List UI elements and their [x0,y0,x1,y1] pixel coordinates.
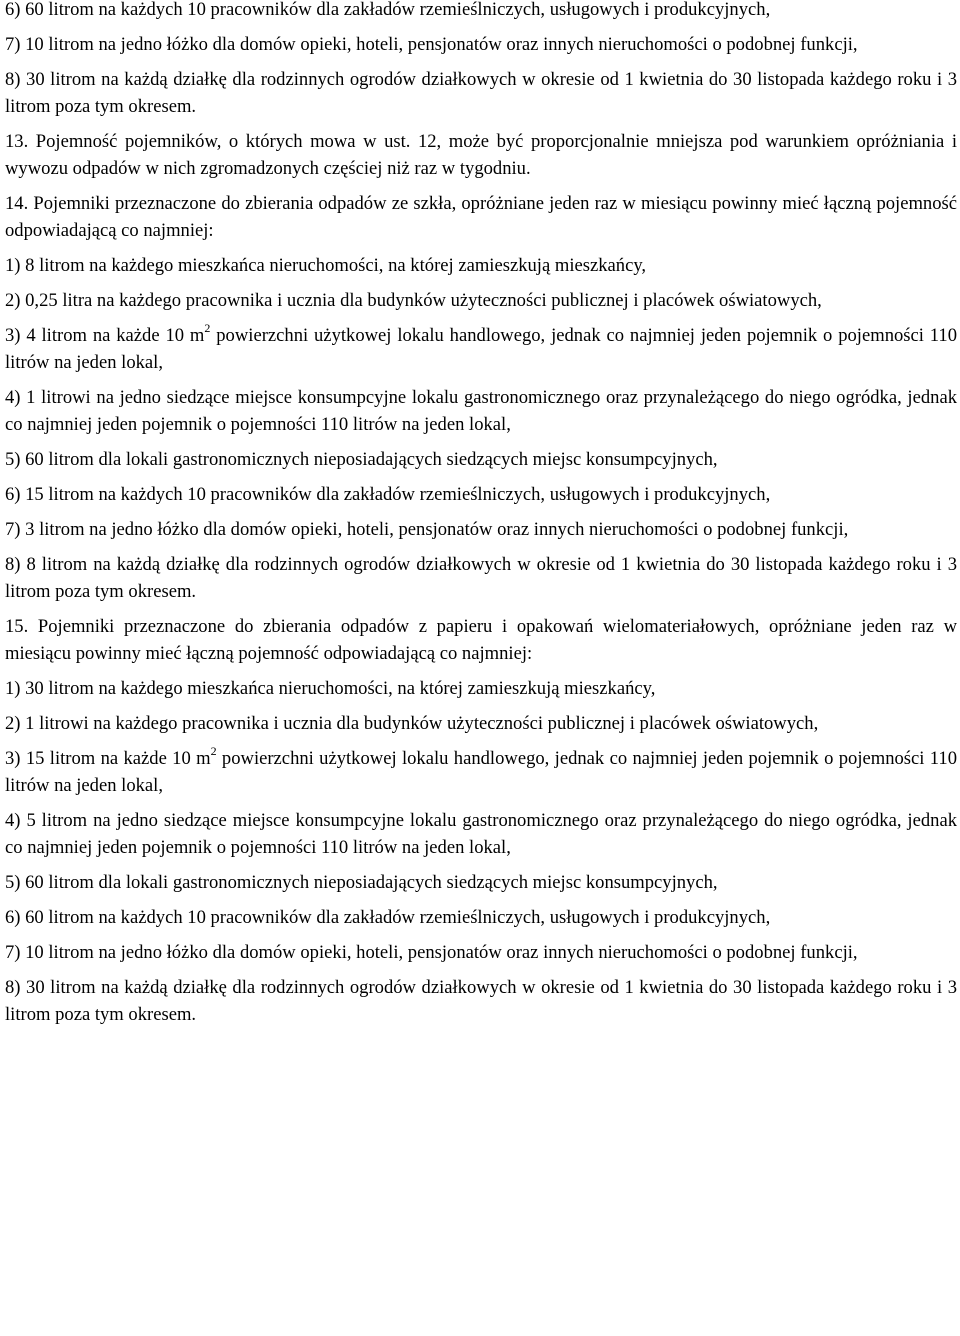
list-item-text: 3) 4 litrom na każde 10 m [5,325,205,346]
section-14-intro: 14. Pojemniki przeznaczone do zbierania odpadów ze szkła, opróżniane jeden raz w miesiącu powinny mieć łączną pojemność odpowiadającą co najmniej: [5,193,957,241]
section-15-intro: 15. Pojemniki przeznaczone do zbierania odpadów z papieru i opakowań wielomateriałowych, opróżniane jeden raz w miesiącu powinny mieć łączną pojemność odpowiadającą co najmniej: [5,616,957,664]
list-item [5,745,957,799]
section-13-paragraph: 13. Pojemność pojemników, o których mowa w ust. 12, może być proporcjonalnie mniejsza pod warunkiem opróżniania i wywozu odpadów w nich zgromadzonych częściej niż raz w tygodniu. [5,131,957,179]
list-item: 2) 0,25 litra na każdego pracownika i ucznia dla budynków użyteczności publicznej i placówek oświatowych, [5,290,822,311]
list-item: 8) 30 litrom na każdą działkę dla rodzinnych ogrodów działkowych w okresie od 1 kwietnia do 30 listopada każdego roku i 3 litrom poza tym okresem. [5,69,957,117]
list-item: 1) 30 litrom na każdego mieszkańca nieruchomości, na której zamieszkują mieszkańcy, [5,678,656,699]
list-item: 5) 60 litrom dla lokali gastronomicznych nieposiadających siedzących miejsc konsumpcyjnych, [5,449,718,470]
superscript: 2 [204,320,211,335]
list-item: 6) 60 litrom na każdych 10 pracowników dla zakładów rzemieślniczych, usługowych i produkcyjnych, [5,0,771,20]
list-item: 4) 5 litrom na jedno siedzące miejsce konsumpcyjne lokalu gastronomicznego oraz przynależącego do niego ogródka, jednak co najmniej jeden pojemnik o pojemności 110 litrów na jeden lokal, [5,810,957,858]
list-item: 5) 60 litrom dla lokali gastronomicznych nieposiadających siedzących miejsc konsumpcyjnych, [5,872,718,893]
superscript: 2 [210,743,217,758]
list-item-text: powierzchni użytkowej lokalu handlowego, jednak co najmniej jeden pojemnik o pojemności 110 litrów na jeden lokal, [5,325,958,373]
list-item: 7) 3 litrom na jedno łóżko dla domów opieki, hoteli, pensjonatów oraz innych nieruchomości o podobnej funkcji, [5,519,849,540]
list-item: 8) 30 litrom na każdą działkę dla rodzinnych ogrodów działkowych w okresie od 1 kwietnia do 30 listopada każdego roku i 3 litrom poza tym okresem. [5,977,957,1025]
list-item-text: powierzchni użytkowej lokalu handlowego, jednak co najmniej jeden pojemnik o pojemności 110 litrów na jeden lokal, [5,748,957,796]
list-item: 2) 1 litrowi na każdego pracownika i ucznia dla budynków użyteczności publicznej i placówek oświatowych, [5,713,819,734]
list-item: 8) 8 litrom na każdą działkę dla rodzinnych ogrodów działkowych w okresie od 1 kwietnia do 30 listopada każdego roku i 3 litrom poza tym okresem. [5,554,957,602]
list-item: 1) 8 litrom na każdego mieszkańca nieruchomości, na której zamieszkują mieszkańcy, [5,255,647,276]
list-item [5,322,957,376]
list-item: 7) 10 litrom na jedno łóżko dla domów opieki, hoteli, pensjonatów oraz innych nieruchomości o podobnej funkcji, [5,34,858,55]
list-item: 4) 1 litrowi na jedno siedzące miejsce konsumpcyjne lokalu gastronomicznego oraz przynależącego do niego ogródka, jednak co najmniej jeden pojemnik o pojemności 110 litrów na jeden lokal, [5,387,957,435]
list-item: 6) 15 litrom na każdych 10 pracowników dla zakładów rzemieślniczych, usługowych i produkcyjnych, [5,484,771,505]
list-item-text: 3) 15 litrom na każde 10 m [5,748,211,769]
document-page [5,0,957,1036]
list-item: 7) 10 litrom na jedno łóżko dla domów opieki, hoteli, pensjonatów oraz innych nieruchomości o podobnej funkcji, [5,942,858,963]
list-item: 6) 60 litrom na każdych 10 pracowników dla zakładów rzemieślniczych, usługowych i produkcyjnych, [5,907,771,928]
